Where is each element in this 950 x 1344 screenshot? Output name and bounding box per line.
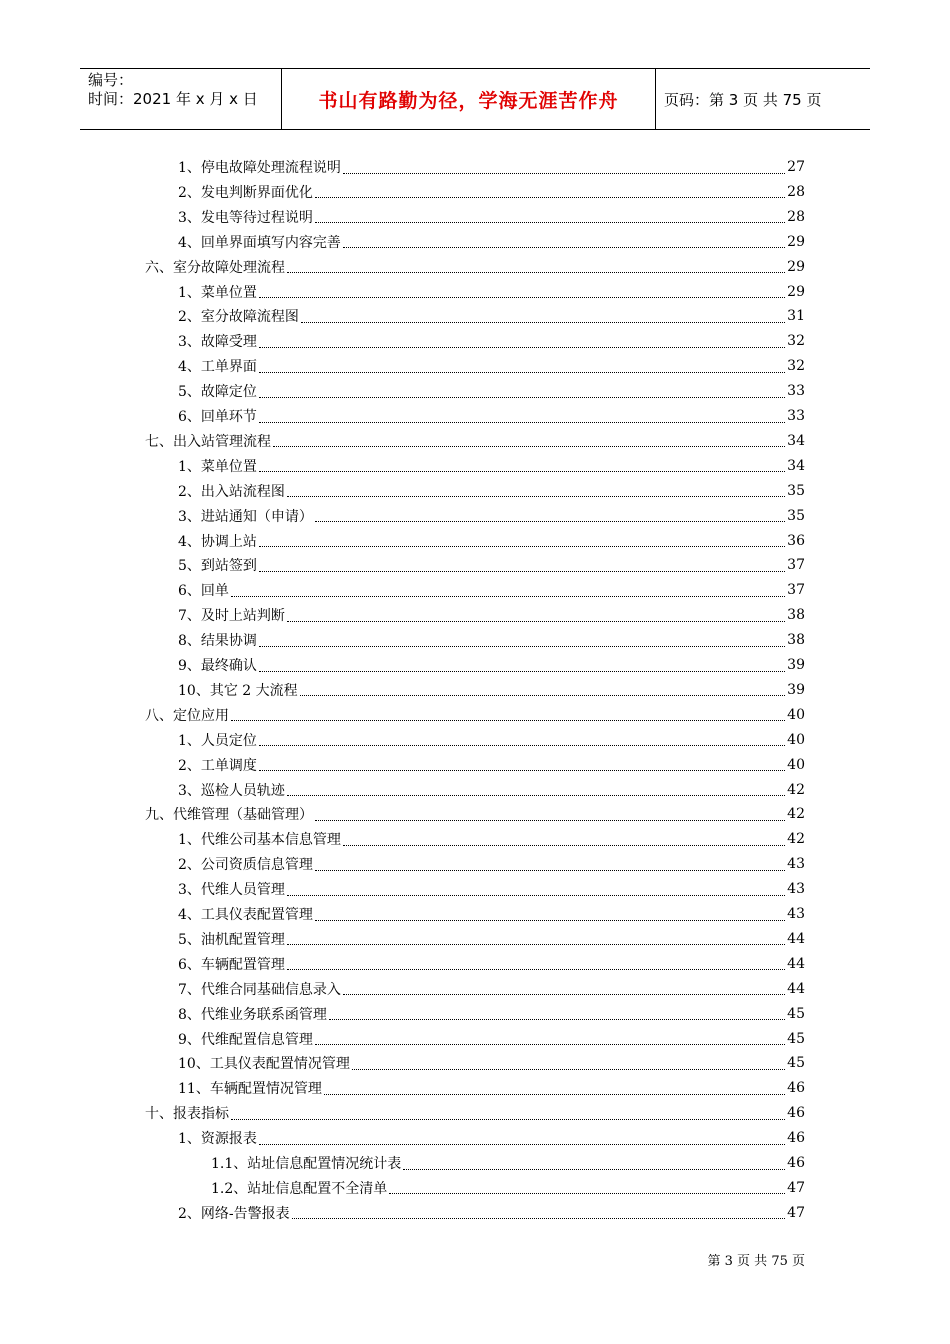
toc-entry-page-number: 37: [787, 557, 805, 574]
toc-entry-label: 10、其它 2 大流程: [178, 682, 298, 699]
toc-entry-label: 4、工具仪表配置管理: [178, 907, 313, 923]
toc-leader-dots: [300, 695, 786, 696]
page-header: [80, 68, 870, 130]
toc-leader-dots: [259, 347, 785, 348]
toc-leader-dots: [329, 1019, 785, 1020]
toc-entry[interactable]: [178, 927, 805, 951]
toc-leader-dots: [259, 297, 785, 298]
toc-leader-dots: [315, 521, 785, 522]
toc-leader-dots: [315, 870, 785, 871]
header-left-cell: [80, 69, 281, 129]
toc-entry[interactable]: [178, 205, 805, 229]
toc-leader-dots: [287, 272, 785, 273]
toc-entry-label: 2、出入站流程图: [178, 483, 285, 500]
toc-leader-dots: [259, 372, 785, 373]
toc-entry-page-number: 32: [787, 358, 805, 375]
toc-leader-dots: [259, 571, 785, 572]
toc-entry-page-number: 42: [787, 831, 805, 848]
toc-entry-label: 七、出入站管理流程: [145, 433, 271, 450]
toc-entry-page-number: 47: [787, 1179, 805, 1196]
toc-leader-dots: [292, 1218, 786, 1219]
toc-entry[interactable]: [178, 603, 805, 627]
toc-entry-label: 1.1、站址信息配置情况统计表: [211, 1156, 402, 1172]
toc-leader-dots: [287, 969, 785, 970]
toc-entry-label: 5、油机配置管理: [178, 931, 285, 948]
toc-entry-label: 6、回单: [178, 583, 229, 600]
header-motto: 书山有路勤为径，学海无涯苦作舟: [281, 69, 656, 129]
toc-entry-page-number: 44: [787, 930, 805, 947]
toc-leader-dots: [259, 471, 785, 472]
toc-entry-label: 十、报表指标: [145, 1106, 229, 1123]
toc-leader-dots: [352, 1069, 785, 1070]
toc-entry[interactable]: [178, 454, 805, 478]
toc-entry[interactable]: [178, 1076, 805, 1100]
toc-entry-page-number: 40: [787, 706, 805, 723]
toc-entry[interactable]: [178, 1027, 805, 1051]
toc-entry[interactable]: [178, 902, 805, 926]
toc-entry[interactable]: [178, 379, 805, 403]
toc-entry[interactable]: [178, 977, 805, 1001]
toc-leader-dots: [389, 1193, 785, 1194]
toc-leader-dots: [287, 795, 785, 796]
toc-leader-dots: [315, 197, 785, 198]
toc-entry-label: 6、回单环节: [178, 409, 257, 425]
toc-leader-dots: [315, 820, 785, 821]
page-footer: 第 3 页 共 75 页: [707, 1254, 805, 1269]
toc-entry-label: 六、室分故障处理流程: [145, 259, 285, 276]
toc-entry-label: 九、代维管理（基础管理）: [145, 807, 313, 824]
toc-leader-dots: [231, 1119, 785, 1120]
toc-entry[interactable]: [178, 329, 805, 353]
toc-entry-page-number: 36: [787, 532, 805, 549]
toc-entry-page-number: 46: [787, 1105, 805, 1122]
toc-leader-dots: [343, 994, 785, 995]
toc-leader-dots: [343, 845, 785, 846]
toc-entry-page-number: 28: [787, 208, 805, 225]
toc-entry-label: 9、代维配置信息管理: [178, 1031, 313, 1048]
toc-entry-label: 8、结果协调: [178, 633, 257, 650]
toc-entry-page-number: 44: [787, 955, 805, 972]
toc-entry[interactable]: [211, 1151, 805, 1175]
toc-entry-label: 3、进站通知（申请）: [178, 508, 313, 525]
toc-entry-page-number: 47: [787, 1204, 805, 1221]
toc-entry-label: 2、网络-告警报表: [178, 1205, 290, 1222]
toc-entry-label: 1、人员定位: [178, 732, 257, 749]
toc-entry-label: 1.2、站址信息配置不全清单: [211, 1180, 388, 1197]
toc-entry-label: 5、到站签到: [178, 558, 257, 575]
toc-entry-page-number: 46: [787, 1155, 805, 1171]
toc-entry[interactable]: [178, 155, 805, 179]
toc-entry-page-number: 34: [787, 432, 805, 449]
toc-entry-page-number: 28: [787, 183, 805, 200]
toc-leader-dots: [259, 422, 785, 423]
toc-entry-label: 八、定位应用: [145, 707, 229, 724]
toc-leader-dots: [315, 222, 785, 223]
toc-entry-page-number: 33: [787, 408, 805, 424]
toc-entry-page-number: 46: [787, 1080, 805, 1097]
toc-entry-label: 1、停电故障处理流程说明: [178, 160, 341, 176]
toc-entry-label: 3、发电等待过程说明: [178, 209, 313, 226]
toc-entry[interactable]: [178, 1126, 805, 1150]
toc-entry[interactable]: [145, 429, 805, 453]
toc-entry[interactable]: [178, 877, 805, 901]
toc-entry-label: 1、资源报表: [178, 1131, 257, 1148]
toc-leader-dots: [343, 173, 785, 174]
toc-entry-label: 3、巡检人员轨迹: [178, 782, 285, 799]
toc-entry-label: 6、车辆配置管理: [178, 956, 285, 973]
toc-entry-label: 2、发电判断界面优化: [178, 184, 313, 201]
toc-entry-page-number: 34: [787, 457, 805, 474]
toc-entry-page-number: 46: [787, 1130, 805, 1147]
toc-entry-page-number: 29: [787, 283, 805, 300]
toc-entry[interactable]: [178, 827, 805, 851]
toc-leader-dots: [287, 621, 785, 622]
toc-entry[interactable]: [178, 304, 805, 328]
toc-entry[interactable]: [178, 578, 805, 602]
toc-entry-label: 1、菜单位置: [178, 458, 257, 475]
toc-entry-page-number: 35: [787, 507, 805, 524]
toc-entry-page-number: 38: [787, 632, 805, 649]
toc-entry-label: 1、代维公司基本信息管理: [178, 832, 341, 849]
toc-entry[interactable]: [178, 852, 805, 876]
toc-entry[interactable]: [145, 1101, 805, 1125]
toc-entry-label: 1、菜单位置: [178, 284, 257, 301]
toc-entry-page-number: 45: [787, 1055, 805, 1072]
header-page-info: 页码：第 3 页 共 75 页: [664, 90, 822, 109]
toc-entry[interactable]: [178, 280, 805, 304]
toc-leader-dots: [315, 1044, 785, 1045]
toc-entry-page-number: 29: [787, 258, 805, 275]
toc-entry-label: 2、室分故障流程图: [178, 309, 299, 326]
document-date: 时间：2021 年 x 月 x 日: [88, 90, 258, 108]
toc-entry-page-number: 39: [787, 657, 805, 673]
toc-entry[interactable]: [178, 504, 805, 528]
toc-entry-page-number: 40: [787, 756, 805, 773]
toc-entry-page-number: 43: [787, 881, 805, 898]
toc-entry[interactable]: [178, 628, 805, 652]
toc-entry[interactable]: [178, 728, 805, 752]
toc-leader-dots: [259, 770, 785, 771]
toc-entry-label: 5、故障定位: [178, 384, 257, 401]
toc-entry-page-number: 42: [787, 781, 805, 798]
toc-entry[interactable]: [178, 404, 805, 428]
document-number-label: 编号：: [88, 71, 134, 89]
toc-entry[interactable]: [178, 230, 805, 254]
toc-entry[interactable]: [178, 479, 805, 503]
toc-entry-page-number: 27: [787, 159, 805, 175]
toc-entry-page-number: 29: [787, 233, 805, 250]
toc-entry[interactable]: [145, 703, 805, 727]
toc-entry[interactable]: [178, 553, 805, 577]
toc-entry-label: 9、最终确认: [178, 658, 257, 674]
toc-entry[interactable]: [178, 529, 805, 553]
toc-leader-dots: [403, 1169, 785, 1170]
toc-entry-page-number: 33: [787, 383, 805, 400]
toc-leader-dots: [259, 1144, 785, 1145]
toc-leader-dots: [259, 671, 785, 672]
toc-entry-label: 3、故障受理: [178, 334, 257, 351]
toc-entry-label: 4、工单界面: [178, 359, 257, 376]
toc-entry[interactable]: [145, 802, 805, 826]
toc-entry[interactable]: [178, 678, 805, 702]
toc-leader-dots: [259, 646, 785, 647]
toc-entry-label: 7、代维合同基础信息录入: [178, 981, 341, 998]
toc-entry-page-number: 39: [787, 681, 805, 698]
toc-entry[interactable]: [178, 180, 805, 204]
toc-entry[interactable]: [178, 753, 805, 777]
toc-leader-dots: [259, 546, 785, 547]
toc-entry-label: 10、工具仪表配置情况管理: [178, 1056, 350, 1073]
toc-leader-dots: [343, 247, 785, 248]
toc-leader-dots: [273, 446, 785, 447]
toc-entry[interactable]: [178, 653, 805, 677]
toc-entry-label: 7、及时上站判断: [178, 608, 285, 625]
toc-entry-label: 4、回单界面填写内容完善: [178, 234, 341, 251]
toc-leader-dots: [259, 745, 785, 746]
toc-entry-page-number: 44: [787, 980, 805, 997]
toc-leader-dots: [315, 920, 785, 921]
toc-leader-dots: [287, 496, 785, 497]
toc-entry[interactable]: [145, 255, 805, 279]
toc-leader-dots: [231, 596, 785, 597]
toc-entry-label: 3、代维人员管理: [178, 882, 285, 899]
toc-entry-label: 4、协调上站: [178, 533, 257, 550]
toc-entry-page-number: 45: [787, 1005, 805, 1022]
toc-leader-dots: [287, 895, 785, 896]
toc-entry-page-number: 32: [787, 333, 805, 350]
toc-entry[interactable]: [178, 1201, 805, 1225]
toc-entry-label: 8、代维业务联系函管理: [178, 1006, 327, 1023]
toc-entry-page-number: 43: [787, 906, 805, 922]
toc-entry[interactable]: [178, 1002, 805, 1026]
toc-leader-dots: [324, 1094, 785, 1095]
toc-leader-dots: [231, 720, 785, 721]
toc-entry-page-number: 31: [787, 308, 805, 325]
toc-leader-dots: [301, 322, 785, 323]
toc-entry-label: 2、工单调度: [178, 757, 257, 774]
toc-entry[interactable]: [178, 952, 805, 976]
toc-entry-label: 11、车辆配置情况管理: [178, 1081, 322, 1098]
toc-entry-page-number: 43: [787, 856, 805, 873]
toc-entry-label: 2、公司资质信息管理: [178, 857, 313, 874]
toc-entry-page-number: 45: [787, 1030, 805, 1047]
toc-entry-page-number: 35: [787, 482, 805, 499]
toc-entry-page-number: 40: [787, 731, 805, 748]
toc-entry-page-number: 42: [787, 806, 805, 823]
toc-entry[interactable]: [211, 1176, 805, 1200]
toc-entry[interactable]: [178, 778, 805, 802]
toc-entry[interactable]: [178, 354, 805, 378]
toc-leader-dots: [259, 397, 785, 398]
toc-entry-page-number: 38: [787, 607, 805, 624]
toc-entry-page-number: 37: [787, 582, 805, 599]
toc-leader-dots: [287, 944, 785, 945]
toc-entry[interactable]: [178, 1051, 805, 1075]
